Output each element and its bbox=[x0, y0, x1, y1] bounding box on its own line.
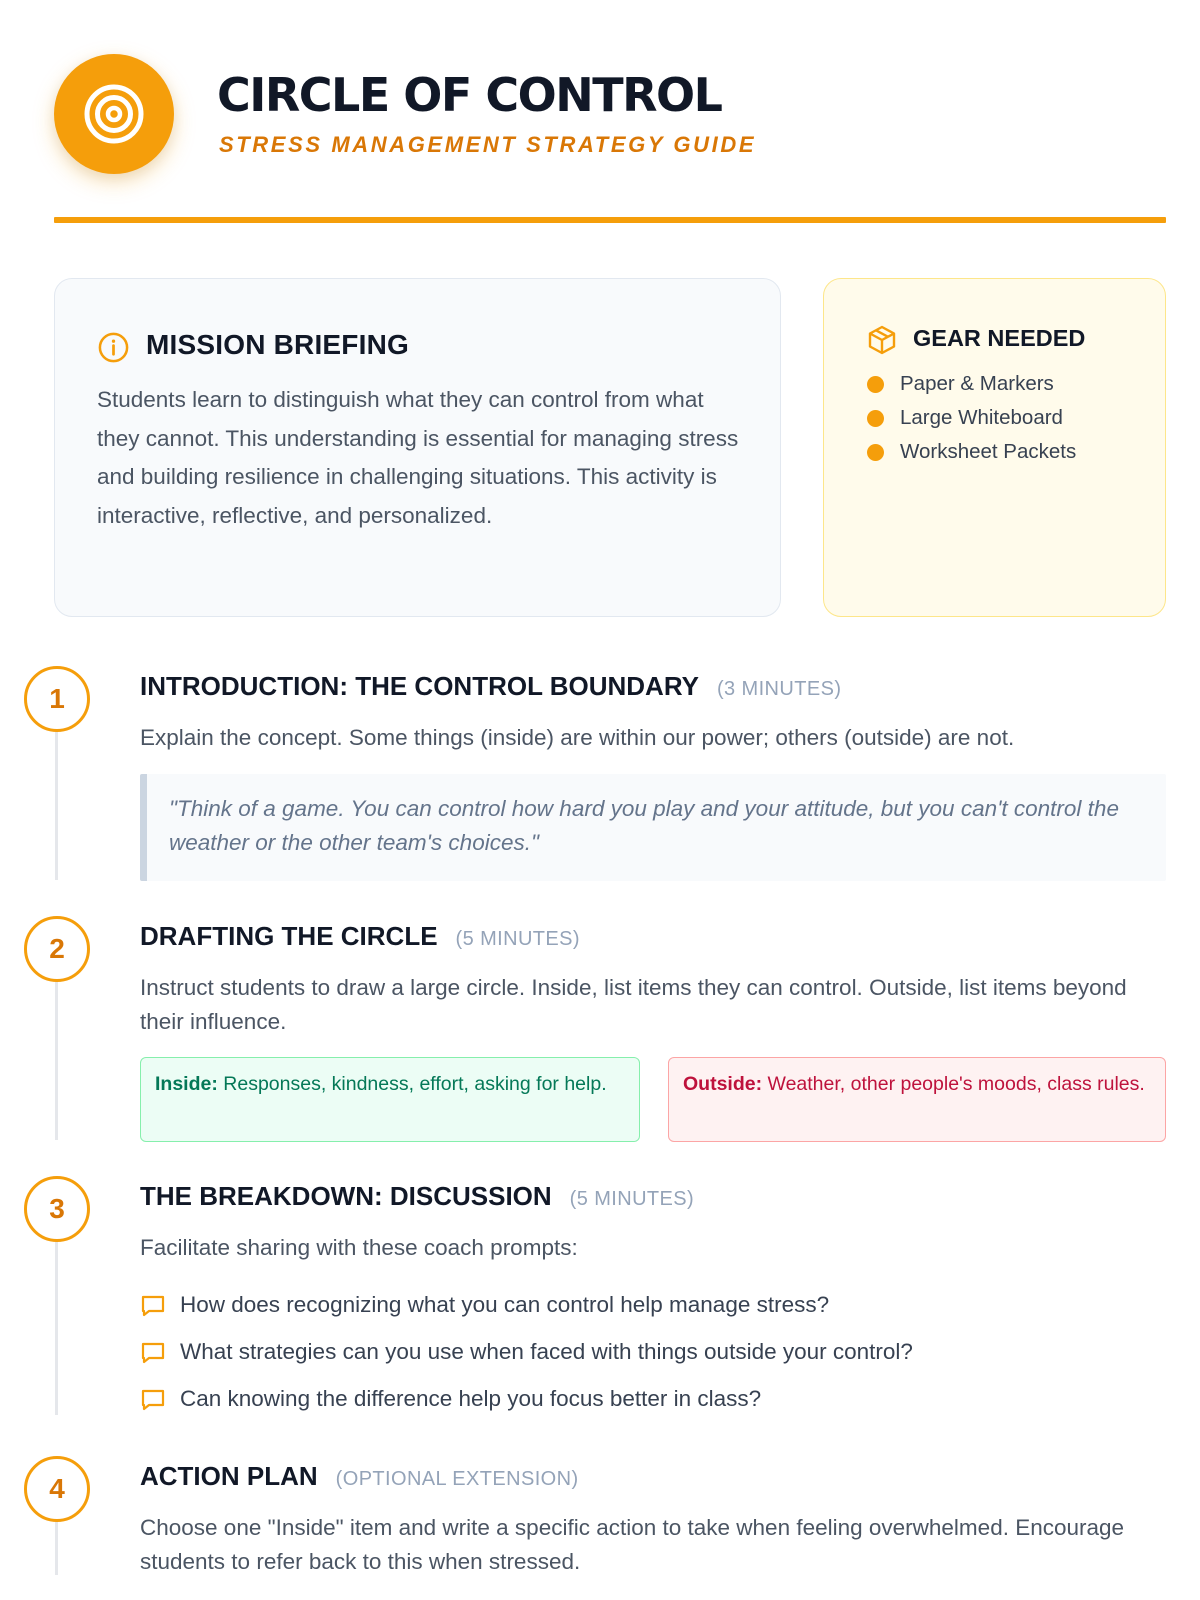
coach-prompts-list bbox=[140, 1288, 913, 1429]
inside-example-box bbox=[140, 1057, 640, 1142]
gear-item bbox=[866, 401, 1076, 435]
step-number-badge: 4 bbox=[24, 1456, 90, 1522]
step-description: Facilitate sharing with these coach prompts: bbox=[140, 1235, 578, 1260]
page-subtitle: STRESS MANAGEMENT STRATEGY GUIDE bbox=[219, 132, 757, 157]
chat-bubble-icon bbox=[140, 1388, 166, 1422]
gear-item bbox=[866, 435, 1076, 469]
bullet-dot bbox=[867, 444, 884, 461]
briefing-text: Students learn to distinguish what they can control from what they cannot. This understanding is essential for managing stress and building resilience in challenging situations. This activity is interactive, reflective, and personalized. bbox=[97, 387, 739, 528]
outside-text: Weather, other people's moods, class rules. bbox=[767, 1073, 1145, 1095]
step-title-text: ACTION PLAN bbox=[140, 1461, 318, 1491]
step-duration: (5 MINUTES) bbox=[569, 1188, 695, 1210]
step-title bbox=[140, 671, 841, 702]
header-divider bbox=[54, 217, 1166, 223]
chat-bubble-icon bbox=[140, 1341, 166, 1375]
step-duration: (OPTIONAL EXTENSION) bbox=[335, 1468, 579, 1490]
page-header bbox=[54, 54, 1166, 224]
gear-item bbox=[866, 367, 1076, 401]
gear-item-label: Large Whiteboard bbox=[900, 406, 1063, 429]
gear-needed-card bbox=[823, 278, 1166, 617]
outside-example-box bbox=[668, 1057, 1166, 1142]
inside-label: Inside: bbox=[155, 1073, 218, 1095]
coach-prompt bbox=[140, 1335, 913, 1369]
coach-prompt-text: How does recognizing what you can control help manage stress? bbox=[180, 1292, 830, 1317]
step-title-text: DRAFTING THE CIRCLE bbox=[140, 921, 438, 951]
example-quote bbox=[140, 774, 1166, 881]
chat-bubble-icon bbox=[140, 1294, 166, 1328]
outside-label: Outside: bbox=[683, 1073, 763, 1095]
step-description: Choose one "Inside" item and write a specific action to take when feeling overwhelmed. Encourage students to refer back to this when stressed. bbox=[140, 1515, 1125, 1574]
gear-item-label: Paper & Markers bbox=[900, 372, 1054, 395]
inside-text: Responses, kindness, effort, asking for help. bbox=[223, 1073, 607, 1095]
package-icon bbox=[866, 324, 898, 361]
step-number-badge: 2 bbox=[24, 916, 90, 982]
step-description: Instruct students to draw a large circle. Inside, list items they can control. Outside, list items beyond their influence. bbox=[140, 975, 1127, 1034]
step-title bbox=[140, 1181, 694, 1212]
step-title bbox=[140, 921, 580, 952]
gear-title: GEAR NEEDED bbox=[913, 325, 1086, 351]
bullet-dot bbox=[867, 410, 884, 427]
quote-text: "Think of a game. You can control how hard you play and your attitude, but you can't control the weather or the other team's choices." bbox=[169, 796, 1119, 855]
info-icon bbox=[97, 331, 130, 369]
briefing-title: MISSION BRIEFING bbox=[146, 329, 409, 360]
coach-prompt bbox=[140, 1288, 913, 1322]
step-duration: (3 MINUTES) bbox=[716, 678, 842, 700]
target-icon bbox=[54, 54, 174, 174]
gear-item-label: Worksheet Packets bbox=[900, 440, 1077, 463]
step-number-badge: 1 bbox=[24, 666, 90, 732]
coach-prompt bbox=[140, 1382, 913, 1416]
bullet-dot bbox=[867, 376, 884, 393]
step-number-badge: 3 bbox=[24, 1176, 90, 1242]
step-title-text: THE BREAKDOWN: DISCUSSION bbox=[140, 1181, 552, 1211]
step-duration: (5 MINUTES) bbox=[455, 928, 580, 950]
coach-prompt-text: What strategies can you use when faced with things outside your control? bbox=[180, 1339, 913, 1364]
gear-list bbox=[866, 367, 1076, 469]
step-title bbox=[140, 1461, 579, 1492]
step-title-text: INTRODUCTION: THE CONTROL BOUNDARY bbox=[140, 671, 699, 701]
mission-briefing-card bbox=[54, 278, 781, 617]
coach-prompt-text: Can knowing the difference help you focus better in class? bbox=[180, 1386, 762, 1411]
step-description: Explain the concept. Some things (inside) are within our power; others (outside) are not. bbox=[140, 725, 1015, 750]
page-title: CIRCLE OF CONTROL bbox=[217, 68, 722, 122]
